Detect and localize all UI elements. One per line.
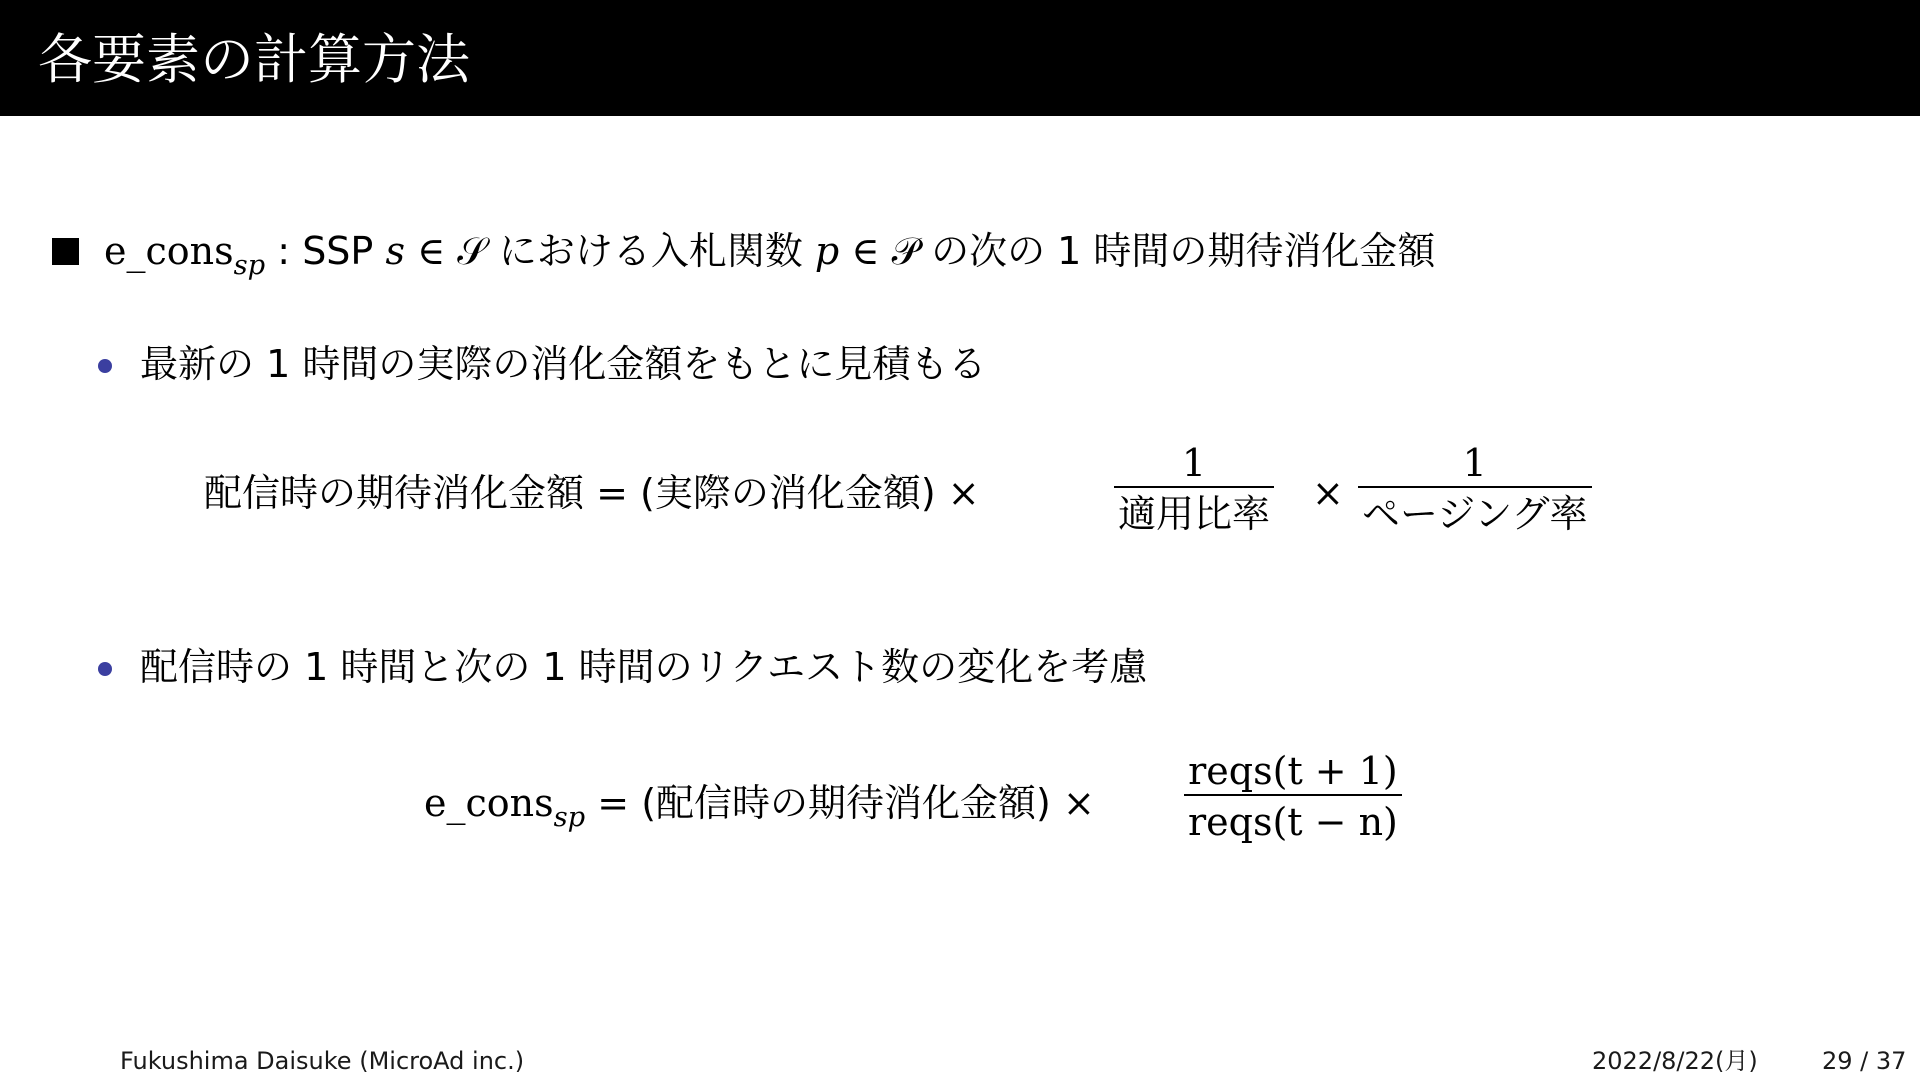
equation-1-times-1: ×	[947, 471, 980, 515]
fraction-2-numerator: 1	[1462, 441, 1487, 485]
bid-in-symbol: ∈	[851, 229, 880, 273]
equation-1-left	[204, 470, 980, 516]
equation-2-times: ×	[1062, 781, 1095, 825]
ssp-variable: s	[385, 229, 405, 273]
definition-symbol: e_cons$_{sp}$	[104, 229, 266, 281]
equation-2-denominator: reqs(t − n)	[1188, 800, 1398, 844]
bullet-2-text: 配信時の 1 時間と次の 1 時間のリクエスト数の変化を考慮	[140, 645, 1148, 689]
equation-1-fraction-2	[1358, 440, 1592, 540]
fraction-1-denominator: 適用比率	[1118, 492, 1271, 536]
bullet-dot-icon	[98, 662, 112, 676]
equation-2-numerator: reqs(t + 1)	[1188, 749, 1398, 793]
ssp-in-symbol: ∈	[417, 229, 446, 273]
footer-date: 2022/8/22(月)	[1592, 1047, 1758, 1075]
footer-author-block	[120, 1046, 524, 1076]
slide-title: 各要素の計算方法	[38, 28, 470, 91]
equation-2-lhs: e_cons$_{sp}$	[424, 781, 586, 833]
definition-tail-text: の次の 1 時間の期待消化金額	[931, 229, 1436, 273]
equation-2-fraction	[1184, 748, 1402, 848]
slide-header	[0, 0, 1920, 116]
footer-page-number: 29 / 37	[1822, 1047, 1907, 1075]
ssp-label: SSP	[302, 229, 374, 273]
bullet-1-text: 最新の 1 時間の実際の消化金額をもとに見積もる	[140, 342, 987, 386]
fraction-2-denominator: ページング率	[1362, 492, 1588, 536]
equation-1-lhs: 配信時の期待消化金額	[204, 471, 585, 515]
equation-2-equals: =	[597, 781, 630, 825]
equation-2-left	[424, 780, 1095, 831]
bullet-dot-icon	[98, 359, 112, 373]
bid-variable: p	[814, 229, 840, 273]
definition-line	[104, 228, 1435, 279]
definition-colon: :	[277, 229, 291, 273]
equation-1-equals: =	[596, 471, 628, 515]
footer-author: Fukushima Daisuke	[120, 1047, 352, 1075]
equation-1-times-2: ×	[1312, 471, 1344, 515]
equation-1-fraction-1	[1114, 440, 1274, 540]
footer-affiliation: (MicroAd inc.)	[359, 1047, 525, 1075]
equation-2-term: (配信時の期待消化金額)	[641, 781, 1051, 825]
equation-1-term: (実際の消化金額)	[640, 471, 936, 515]
bid-set-symbol: 𝒫	[891, 229, 919, 273]
fraction-1-numerator: 1	[1181, 441, 1207, 485]
ssp-set-symbol: 𝒮	[457, 229, 487, 273]
square-bullet-icon	[52, 238, 79, 265]
definition-mid-text: における入札関数	[498, 229, 803, 273]
